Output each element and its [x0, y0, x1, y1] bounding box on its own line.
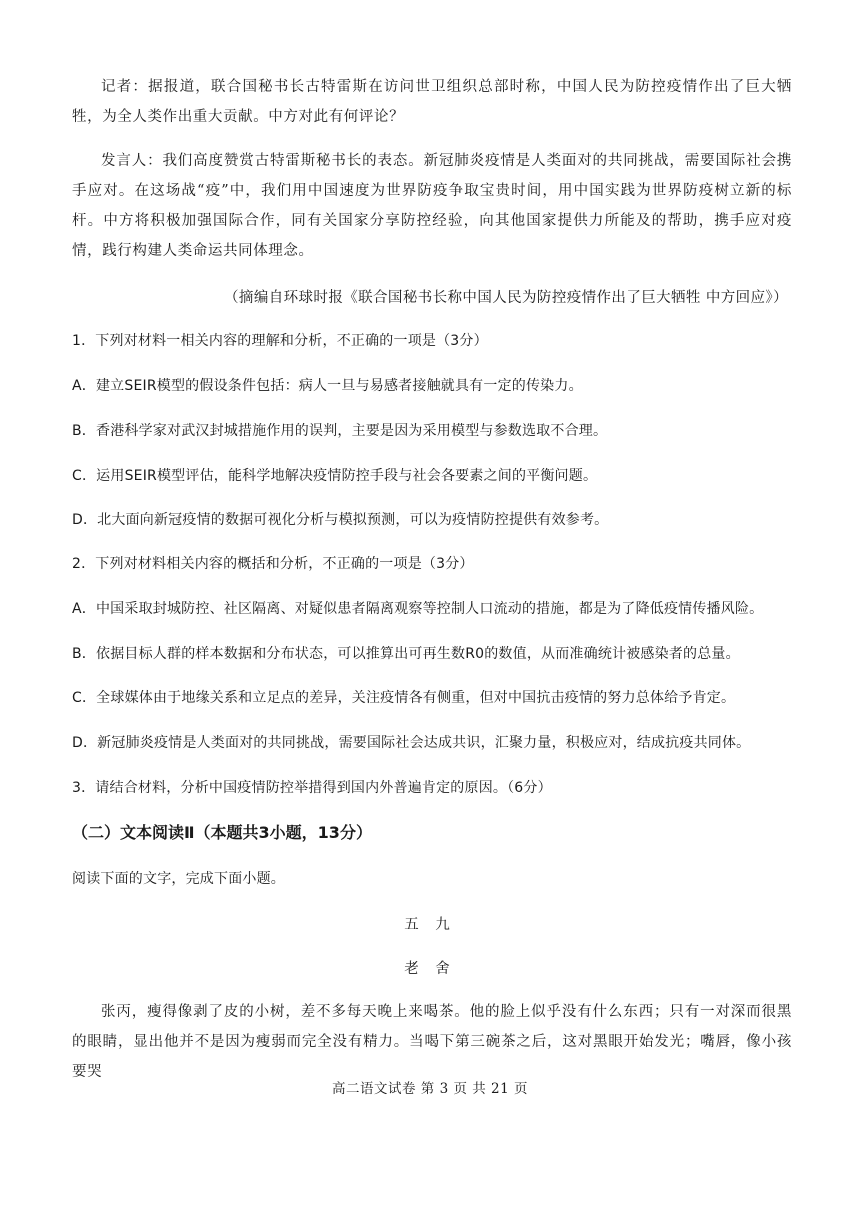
question-2-option-d: D．新冠肺炎疫情是人类面对的共同挑战，需要国际社会达成共识，汇聚力量，积极应对，结成抗疫共同体。 [72, 735, 751, 751]
source-citation: （摘编自环球时报《联合国秘书长称中国人民为防控疫情作出了巨大牺牲 中方回应》） [224, 290, 788, 306]
story-title: 五 九 [404, 917, 456, 933]
question-2-stem: 2．下列对材料相关内容的概括和分析，不正确的一项是（3分） [72, 556, 474, 572]
question-2-option-c: C．全球媒体由于地缘关系和立足点的差异，关注疫情各有侧重，但对中国抗击疫情的努力总体给予肯定。 [72, 690, 736, 706]
reporter-question-paragraph: 记者：据报道，联合国秘书长古特雷斯在访问世卫组织总部时称，中国人民为防控疫情作出了巨大牺牲，为全人类作出重大贡献。中方对此有何评论？ [72, 79, 792, 125]
question-2-option-b: B．依据目标人群的样本数据和分布状态，可以推算出可再生数R0的数值，从而准确统计被感染者的总量。 [72, 646, 740, 662]
question-1-option-b: B．香港科学家对武汉封城措施作用的误判，主要是因为采用模型与参数选取不合理。 [72, 423, 608, 439]
page-footer: 高二语文试卷 第 3 页 共 21 页 [331, 1081, 528, 1097]
spokesperson-answer-paragraph: 发言人：我们高度赞赏古特雷斯秘书长的表态。新冠肺炎疫情是人类面对的共同挑战，需要国际社会携手应对。在这场战“疫”中，我们用中国速度为世界防疫争取宝贵时间，用中国实践为世界防疫树立新的标杆。中方将积极加强国际合作，同有关国家分享防控经验，向其他国家提供力所能及的帮助，携手应对疫情，践行构建人类命运共同体理念。 [72, 153, 792, 259]
question-1-option-c: C．运用SEIR模型评估，能科学地解决疫情防控手段与社会各要素之间的平衡问题。 [72, 468, 598, 484]
reading-instruction: 阅读下面的文字，完成下面小题。 [72, 871, 285, 887]
question-1-option-a: A．建立SEIR模型的假设条件包括：病人一旦与易感者接触就具有一定的传染力。 [72, 378, 583, 394]
story-paragraph: 张丙，瘦得像剥了皮的小树，差不多每天晚上来喝茶。他的脸上似乎没有什么东西；只有一对深而很黑的眼睛，显出他并不是因为瘦弱而完全没有精力。当喝下第三碗茶之后，这对黑眼开始发光；嘴唇，像小孩要哭 [72, 1004, 792, 1080]
question-1-option-d: D．北大面向新冠疫情的数据可视化分析与模拟预测，可以为疫情防控提供有效参考。 [72, 512, 609, 528]
question-2-option-a: A．中国采取封城防控、社区隔离、对疑似患者隔离观察等控制人口流动的措施，都是为了降低疫情传播风险。 [72, 601, 764, 617]
question-1-stem: 1．下列对材料一相关内容的理解和分析，不正确的一项是（3分） [72, 333, 488, 349]
story-author: 老 舍 [404, 961, 456, 977]
section-heading: （二）文本阅读Ⅱ（本题共3小题，13分） [72, 823, 372, 842]
question-3-stem: 3．请结合材料，分析中国疫情防控举措得到国内外普遍肯定的原因。（6分） [72, 780, 552, 796]
